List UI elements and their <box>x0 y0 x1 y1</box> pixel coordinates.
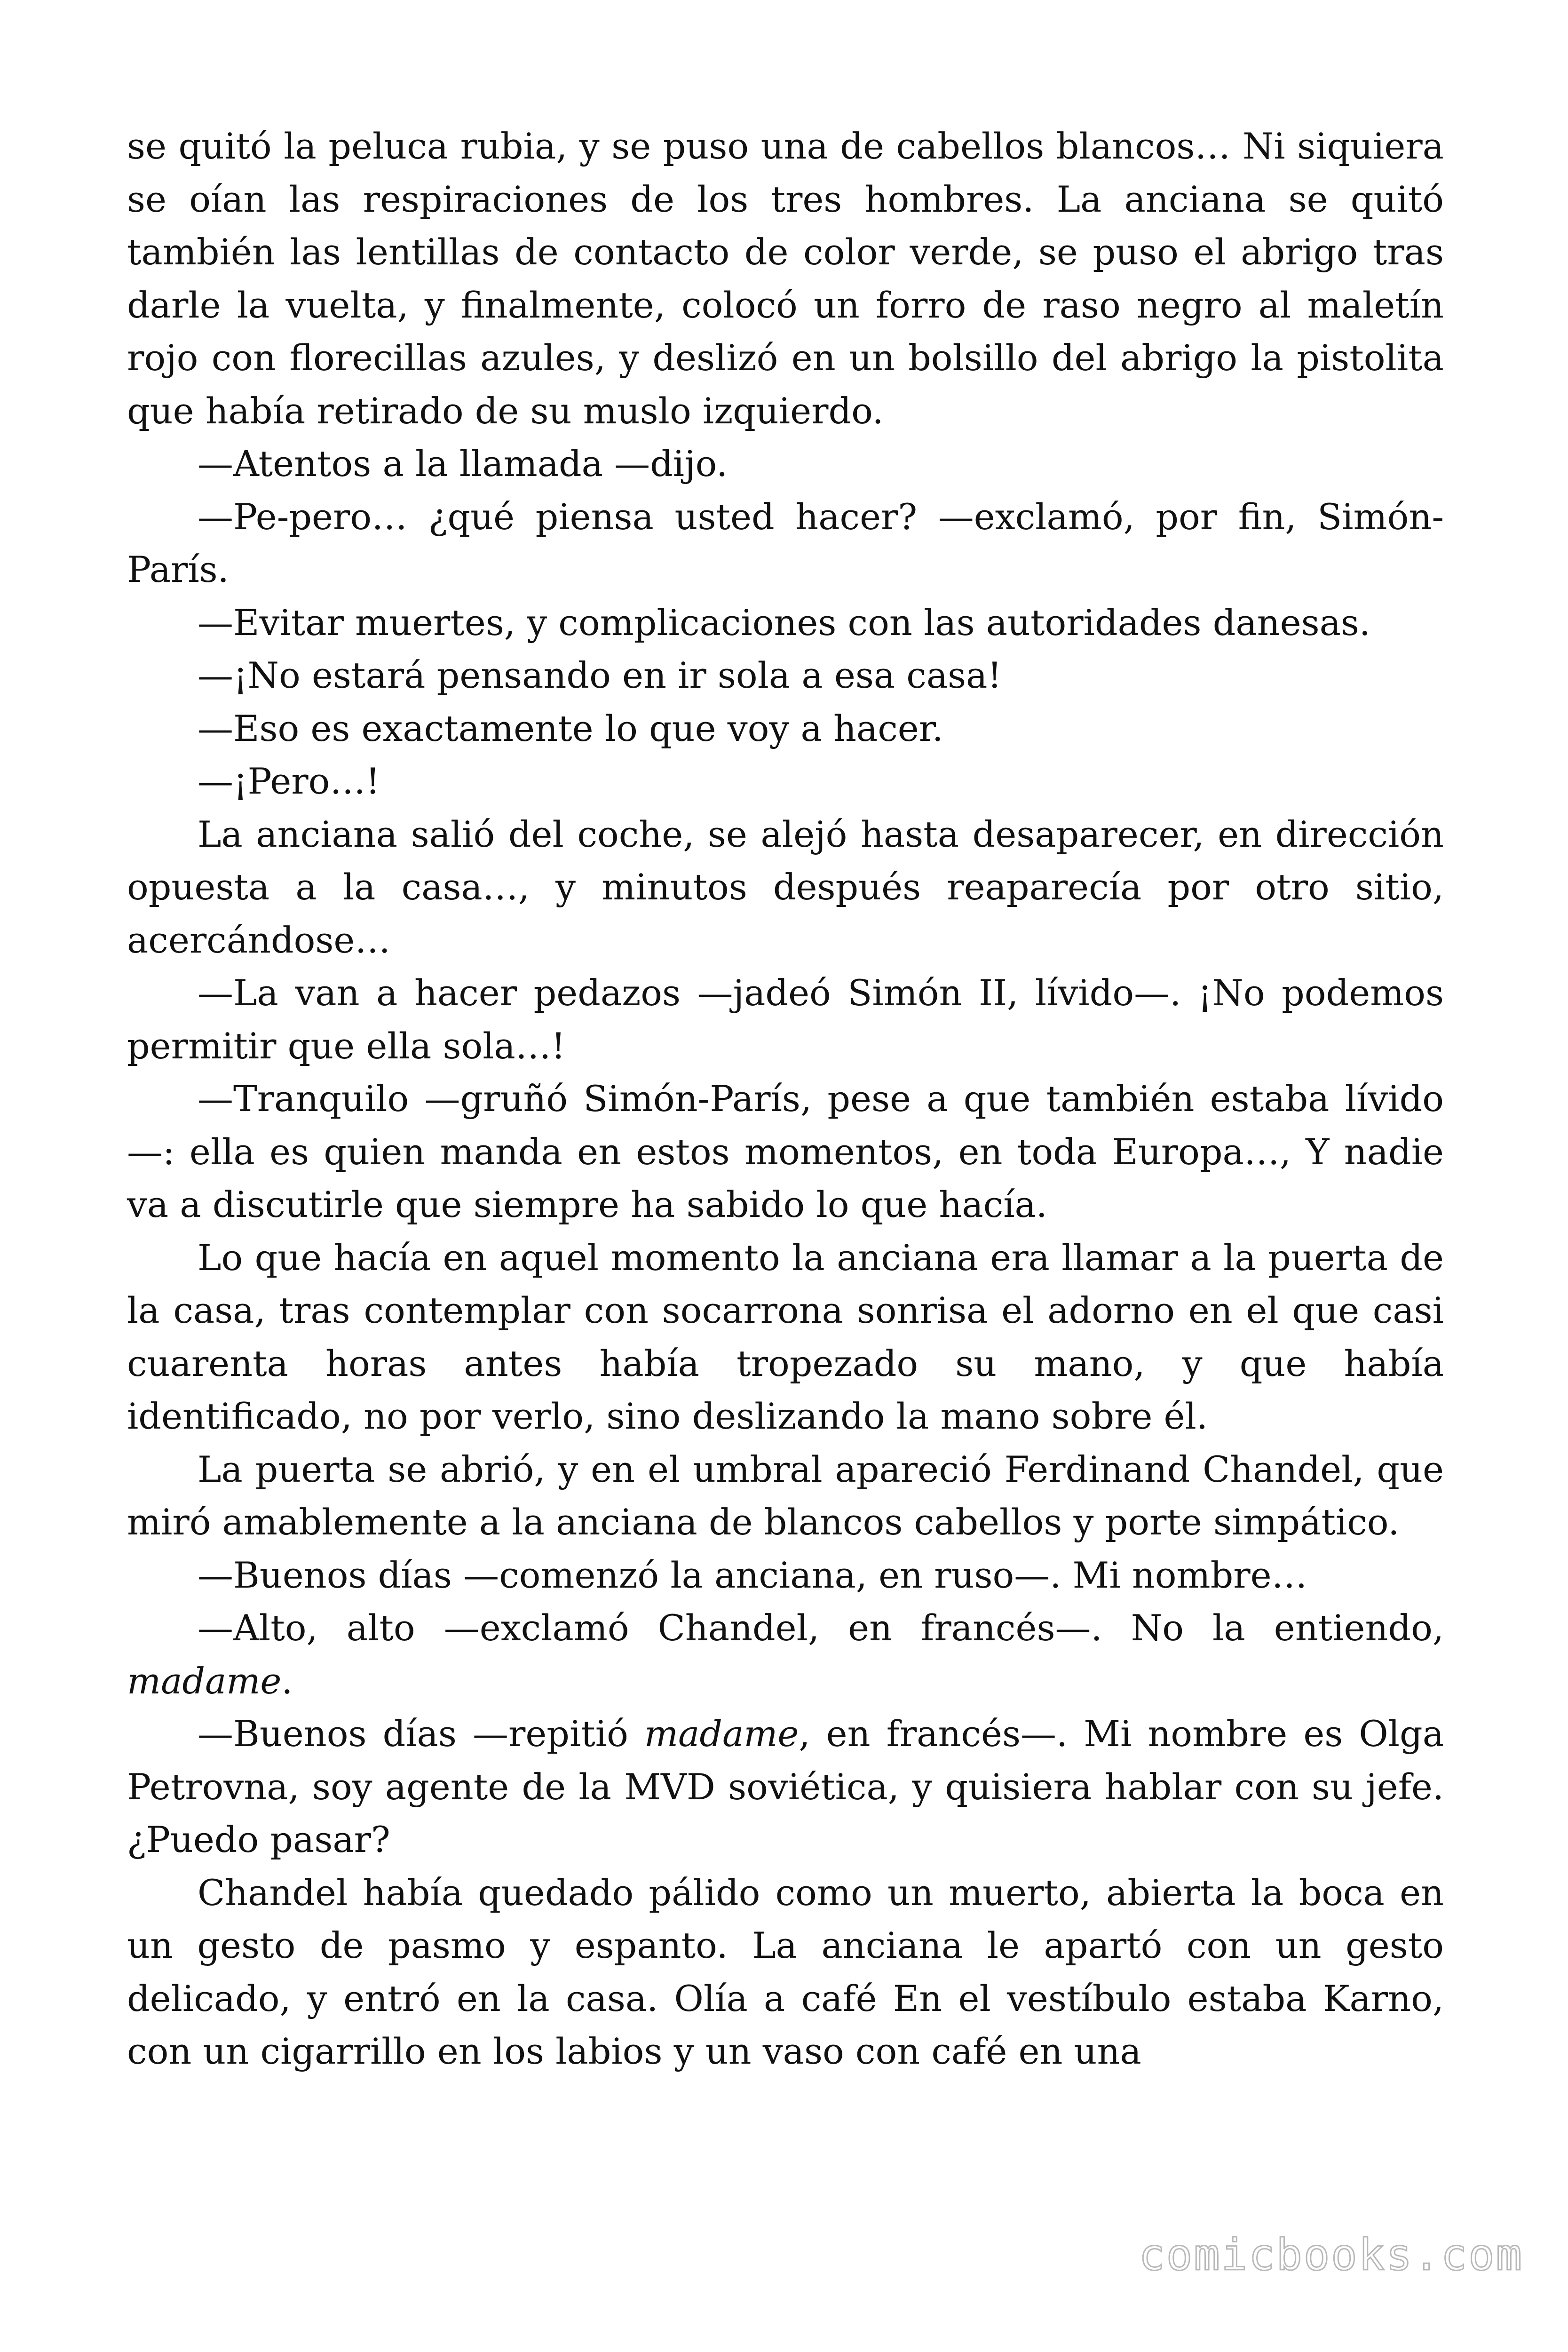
italic-word: madame <box>127 1660 282 1702</box>
paragraph: —Buenos días —repitió madame, en francés—. Mi nombre es Olga Petrovna, soy agente de la MVD soviética, y quisiera hablar con su jefe. ¿Puedo pasar? <box>127 1713 1444 1860</box>
paragraph: —Alto, alto —exclamó Chandel, en francés—. No la entiendo, madame. <box>127 1607 1444 1702</box>
paragraph: —Buenos días —comenzó la anciana, en ruso—. Mi nombre… <box>198 1554 1307 1596</box>
paragraph: —Pe-pero… ¿qué piensa usted hacer? —exclamó, por fin, Simón-París. <box>127 495 1444 590</box>
paragraph: —¡Pero…! <box>198 760 380 802</box>
paragraph: —Atentos a la llamada —dijo. <box>198 443 728 485</box>
paragraph: La anciana salió del coche, se alejó hasta desaparecer, en dirección opuesta a la casa…, y minutos después reaparecía por otro sitio, acercándose… <box>127 813 1444 961</box>
paragraph: Chandel había quedado pálido como un muerto, abierta la boca en un gesto de pasmo y espanto. La anciana le apartó con un gesto delicado, y entró en la casa. Olía a café En el vestíbulo estaba Karno, con un cigarrillo en los labios y un vaso con café en una <box>127 1871 1444 2072</box>
paragraph: —La van a hacer pedazos —jadeó Simón II, lívido—. ¡No podemos permitir que ella sola…! <box>127 972 1444 1067</box>
paragraph: —¡No estará pensando en ir sola a esa casa! <box>198 654 1002 696</box>
paragraph: Lo que hacía en aquel momento la anciana era llamar a la puerta de la casa, tras contemplar con socarrona sonrisa el adorno en el que casi cuarenta horas antes había tropezado su mano, y que había identificado, no por verlo, sino deslizando la mano sobre él. <box>127 1236 1444 1437</box>
page-body <box>127 120 1444 2078</box>
paragraph: —Tranquilo —gruñó Simón-París, pese a que también estaba lívido—: ella es quien manda en estos momentos, en toda Europa…, Y nadie va a discutirle que siempre ha sabido lo que hacía. <box>127 1078 1444 1225</box>
watermark-logo: comicbooks.com <box>1139 2230 1523 2280</box>
paragraph: se quitó la peluca rubia, y se puso una de cabellos blancos… Ni siquiera se oían las respiraciones de los tres hombres. La anciana se quitó también las lentillas de contacto de color verde, se puso el abrigo tras darle la vuelta, y finalmente, colocó un forro de raso negro al maletín rojo con florecillas azules, y deslizó en un bolsillo del abrigo la pistolita que había retirado de su muslo izquierdo. <box>127 125 1444 432</box>
paragraph: —Evitar muertes, y complicaciones con las autoridades danesas. <box>198 601 1371 644</box>
paragraph: La puerta se abrió, y en el umbral apareció Ferdinand Chandel, que miró amablemente a la anciana de blancos cabellos y porte simpático. <box>127 1448 1444 1543</box>
paragraph: —Eso es exactamente lo que voy a hacer. <box>198 707 943 749</box>
italic-word: madame <box>644 1713 799 1755</box>
